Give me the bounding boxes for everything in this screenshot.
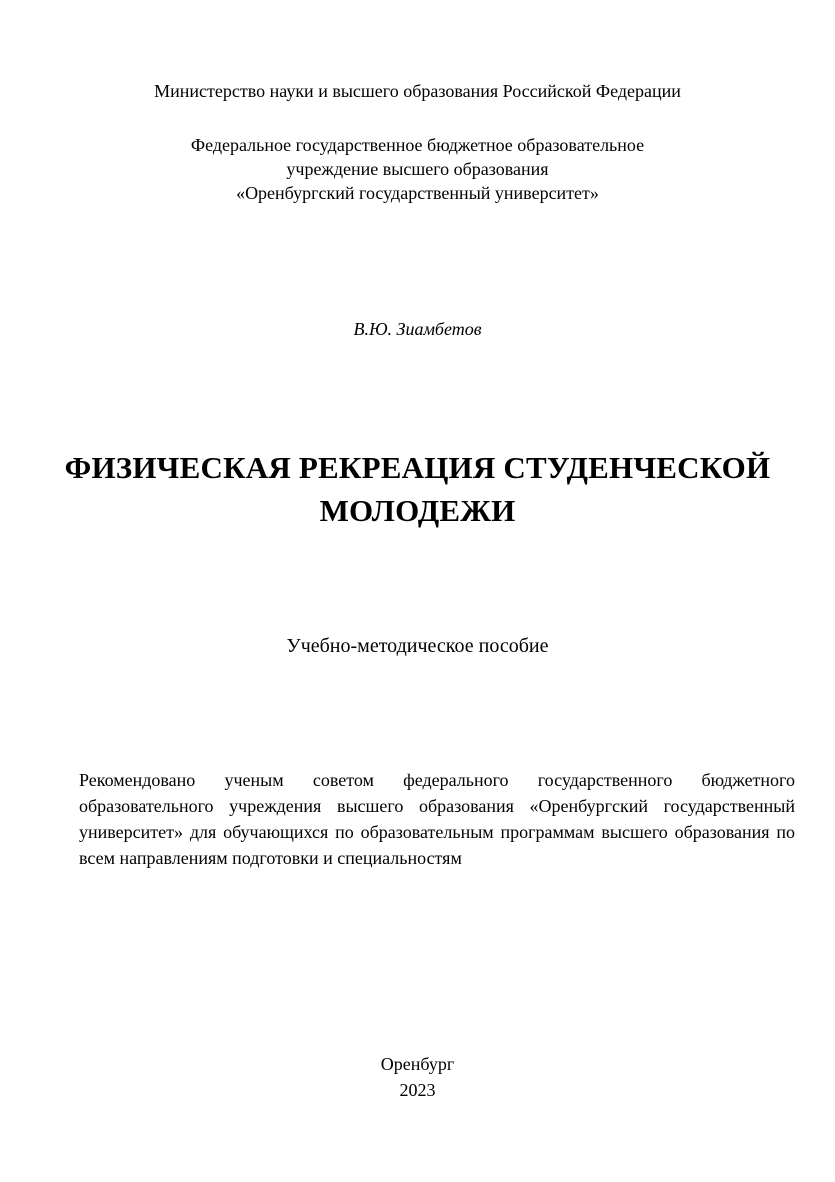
document-title	[0, 446, 835, 532]
document-type: Учебно-методическое пособие	[286, 635, 549, 657]
recommendation-text: Рекомендовано ученым советом федерального государственного бюджетного образовательного учреждения высшего образования «Оренбургский государственный университет» для обучающихся по образовательным программам высшего образования по всем направлениям подготовки и специальностям	[79, 770, 795, 868]
title-line: МОЛОДЕЖИ	[319, 493, 516, 528]
publication-year: 2023	[399, 1080, 436, 1100]
institution-line: учреждение высшего образования	[286, 159, 549, 179]
ministry-name: Министерство науки и высшего образования Российской Федерации	[154, 81, 681, 101]
institution-name	[0, 133, 835, 205]
institution-line: Федеральное государственное бюджетное образовательное	[190, 135, 645, 155]
publication-city: Оренбург	[380, 1054, 455, 1074]
author-name: В.Ю. Зиамбетов	[353, 319, 482, 339]
title-line: ФИЗИЧЕСКАЯ РЕКРЕАЦИЯ СТУДЕНЧЕСКОЙ	[64, 450, 771, 485]
institution-line: «Оренбургский государственный университет»	[236, 183, 599, 203]
